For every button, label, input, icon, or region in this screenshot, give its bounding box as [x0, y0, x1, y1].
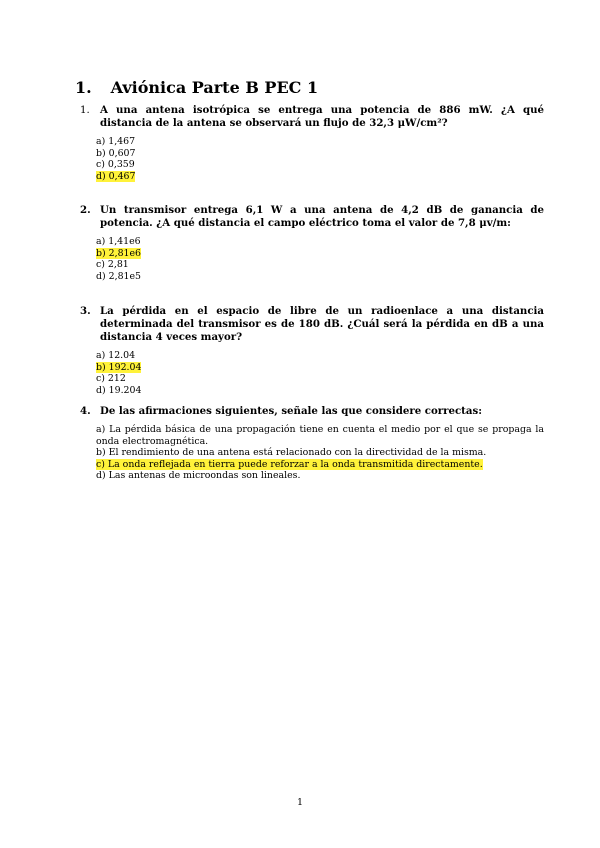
question-statement: La pérdida en el espacio de libre de un radioenlace a una distancia determinada del transmisor es de 180 dB. ¿Cuál será la pérdida en dB a una distancia 4 veces mayor? — [100, 305, 544, 343]
option-b — [96, 148, 544, 160]
question-text — [80, 405, 544, 418]
option-label: c) 0,359 — [96, 159, 135, 171]
option-b — [96, 447, 544, 459]
question-number: 3. — [80, 305, 91, 317]
option-label: b) 0,607 — [96, 147, 136, 159]
question-statement: Un transmisor entrega 6,1 W a una antena de 4,2 dB de ganancia de potencia. ¿A qué distancia el campo eléctrico toma el valor de 7,8 μv/m: — [100, 204, 544, 229]
option-label: a) 12.04 — [96, 350, 136, 361]
question-statement: A una antena isotrópica se entrega una potencia de 886 mW. ¿A qué distancia de la antena se observará un flujo de 32,3 μW/cm²? — [100, 104, 544, 129]
option-c — [96, 373, 544, 385]
option-b-correct — [96, 362, 544, 374]
question-number: 4. — [80, 405, 91, 417]
option-label: c) 2,81 — [96, 259, 129, 271]
highlighted-answer: b) 2,81e6 — [96, 247, 142, 259]
option-d — [96, 271, 544, 283]
option-label: b) El rendimiento de una antena está relacionado con la directividad de la misma. — [96, 447, 487, 459]
question-text — [80, 104, 544, 130]
option-a — [96, 350, 544, 362]
option-c-correct — [96, 459, 544, 471]
question-number: 2. — [80, 204, 91, 216]
section-title: Aviónica Parte B PEC 1 — [110, 78, 319, 97]
option-d-correct — [96, 171, 544, 183]
question-1 — [80, 104, 544, 182]
option-label: c) 212 — [96, 373, 126, 385]
question-3 — [80, 305, 544, 396]
answer-options — [80, 350, 544, 396]
option-label: d) Las antenas de microondas son lineales. — [96, 470, 301, 482]
option-label: d) 2,81e5 — [96, 270, 142, 282]
question-number: 1. — [80, 105, 90, 116]
section-number: 1. — [75, 78, 92, 97]
question-text — [80, 305, 544, 344]
section-heading — [75, 78, 318, 97]
question-4 — [80, 405, 544, 482]
highlighted-answer: b) 192.04 — [96, 361, 142, 373]
option-a — [96, 424, 544, 447]
option-a — [96, 236, 544, 248]
answer-options — [80, 136, 544, 182]
answer-options — [80, 236, 544, 282]
question-text — [80, 204, 544, 230]
option-label: d) 19.204 — [96, 384, 142, 396]
option-d — [96, 470, 544, 482]
option-c — [96, 259, 544, 271]
highlighted-answer: c) La onda reflejada en tierra puede reforzar a la onda transmitida directamente. — [96, 458, 483, 470]
option-a — [96, 136, 544, 148]
option-c — [96, 159, 544, 171]
option-label: a) La pérdida básica de una propagación tiene en cuenta el medio por el que se propaga la onda electromagnética. — [96, 424, 544, 447]
option-label: a) 1,41e6 — [96, 236, 141, 247]
option-label: a) 1,467 — [96, 136, 136, 147]
option-d — [96, 385, 544, 397]
page-number: 1 — [296, 797, 304, 808]
highlighted-answer: d) 0,467 — [96, 170, 136, 182]
question-2 — [80, 204, 544, 282]
answer-options — [80, 424, 544, 482]
option-b-correct — [96, 248, 544, 260]
question-statement: De las afirmaciones siguientes, señale las que considere correctas: — [100, 405, 482, 417]
